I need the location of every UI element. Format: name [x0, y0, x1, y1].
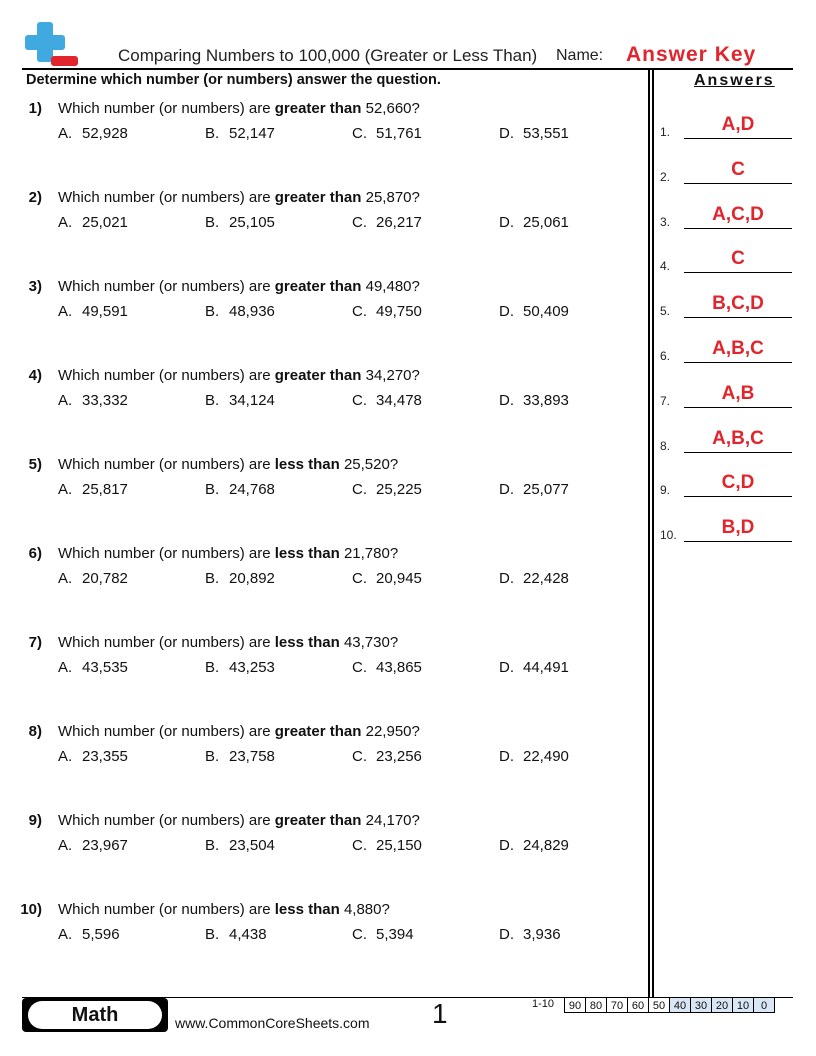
option-value: 24,768 — [229, 481, 275, 498]
answer-row — [660, 368, 792, 408]
option-letter: D. — [499, 303, 514, 320]
comparison-phrase: greater than — [274, 189, 362, 206]
question-item — [0, 100, 640, 160]
question-number: 4) — [28, 367, 42, 384]
question-text: Which number (or numbers) are greater than 24,170? — [58, 812, 420, 829]
option-value: 25,061 — [523, 214, 569, 231]
answer-value: A,B,C — [712, 427, 764, 449]
answer-value: C — [731, 158, 745, 180]
answer-number: 2. — [660, 169, 671, 184]
answer-value: A,B,C — [712, 338, 764, 359]
option-value: 22,490 — [523, 748, 569, 765]
answer-option — [352, 481, 422, 498]
worksheet-title: Comparing Numbers to 100,000 (Greater or Less Than) — [118, 46, 538, 65]
option-letter: B. — [205, 125, 220, 142]
answer-line — [684, 228, 792, 229]
option-value: 23,758 — [229, 748, 275, 765]
option-value: 34,124 — [229, 392, 275, 409]
score-cell: 70 — [606, 997, 628, 1013]
answer-value: A,C,D — [712, 203, 764, 225]
answer-options — [58, 303, 638, 325]
answer-line — [684, 541, 792, 542]
option-letter: B. — [205, 214, 220, 231]
answer-option — [499, 481, 569, 498]
answer-value: A,D — [721, 114, 755, 135]
answer-option — [205, 125, 275, 142]
option-value: 25,021 — [82, 214, 128, 231]
option-letter: D. — [499, 659, 514, 676]
answer-row — [660, 502, 792, 542]
option-letter: C. — [352, 214, 367, 231]
name-label: Name: — [556, 47, 604, 64]
answer-option — [205, 570, 275, 587]
answer-line — [684, 272, 792, 273]
answer-line — [684, 362, 792, 363]
option-letter: B. — [205, 748, 220, 765]
option-value: 25,077 — [523, 481, 569, 498]
answer-number: 6. — [660, 349, 671, 363]
score-table — [565, 997, 775, 1013]
website-link[interactable]: www.CommonCoreSheets.com — [175, 1015, 370, 1031]
answer-option — [58, 926, 120, 943]
option-letter: C. — [352, 926, 367, 943]
option-letter: B. — [205, 303, 220, 320]
option-value: 51,761 — [376, 125, 422, 142]
answer-option — [352, 926, 414, 943]
option-letter: C. — [352, 481, 367, 498]
answer-line — [684, 317, 792, 318]
answer-option — [205, 214, 275, 231]
answers-heading: Answers — [694, 72, 775, 89]
question-text: Which number (or numbers) are less than 43,730? — [58, 634, 399, 651]
score-cell: 60 — [627, 997, 649, 1013]
answer-option — [58, 125, 128, 142]
question-item — [0, 189, 640, 249]
option-value: 5,394 — [376, 926, 414, 943]
option-letter: A. — [58, 214, 73, 231]
answer-row — [660, 323, 792, 363]
score-cell: 10 — [732, 997, 754, 1013]
score-cell: 20 — [711, 997, 733, 1013]
answer-option — [352, 659, 422, 676]
option-value: 3,936 — [523, 926, 561, 943]
answer-row — [660, 457, 792, 497]
answer-options — [58, 748, 638, 770]
answer-option — [499, 392, 569, 409]
answer-line — [684, 138, 792, 139]
comparison-phrase: greater than — [274, 367, 362, 384]
score-range-label: 1-10 — [532, 998, 555, 1010]
question-text: Which number (or numbers) are greater than 22,950? — [58, 723, 420, 740]
answer-options — [58, 837, 638, 859]
answer-option — [205, 837, 275, 854]
comparison-phrase: greater than — [274, 100, 362, 117]
answer-option — [499, 748, 569, 765]
question-text: Which number (or numbers) are greater than 52,660? — [58, 100, 420, 117]
option-value: 33,332 — [82, 392, 128, 409]
option-letter: D. — [499, 392, 514, 409]
answer-option — [352, 570, 422, 587]
answer-option — [499, 570, 569, 587]
question-text: Which number (or numbers) are greater than 34,270? — [58, 367, 420, 384]
subject-label: Math — [28, 1001, 162, 1029]
answer-option — [58, 570, 128, 587]
answer-option — [205, 659, 275, 676]
option-value: 20,892 — [229, 570, 275, 587]
answer-line — [684, 496, 792, 497]
answer-option — [58, 659, 128, 676]
option-value: 4,438 — [229, 926, 267, 943]
question-number: 5) — [28, 456, 42, 473]
option-value: 52,147 — [229, 125, 275, 142]
question-text: Which number (or numbers) are greater than 49,480? — [58, 278, 420, 295]
option-letter: B. — [205, 481, 220, 498]
question-item — [0, 456, 640, 516]
option-value: 53,551 — [523, 125, 569, 142]
answer-number: 7. — [660, 393, 671, 408]
answer-option — [499, 659, 569, 676]
option-letter: C. — [352, 837, 367, 854]
answer-value: C,D — [721, 472, 755, 494]
question-number: 1) — [28, 100, 42, 117]
option-letter: B. — [205, 570, 220, 587]
option-value: 25,817 — [82, 481, 128, 498]
option-letter: C. — [352, 392, 367, 409]
option-value: 43,865 — [376, 659, 422, 676]
option-letter: A. — [58, 570, 73, 587]
answer-option — [205, 926, 267, 943]
answer-value: B,D — [721, 517, 755, 539]
option-letter: C. — [352, 570, 367, 587]
option-letter: C. — [352, 303, 367, 320]
question-text: Which number (or numbers) are less than 21,780? — [58, 545, 399, 562]
comparison-phrase: less than — [274, 545, 340, 562]
answer-row — [660, 144, 792, 184]
answer-value: C — [731, 248, 745, 270]
question-number: 9) — [28, 812, 42, 829]
answer-option — [58, 214, 128, 231]
question-item — [0, 723, 640, 783]
answers-column-divider-inner — [652, 70, 654, 998]
answer-options — [58, 926, 638, 948]
instructions: Determine which number (or numbers) answer the question. — [26, 72, 441, 88]
option-value: 33,893 — [523, 392, 569, 409]
option-value: 25,150 — [376, 837, 422, 854]
answer-options — [58, 392, 638, 414]
answer-number: 8. — [660, 438, 671, 453]
comparison-phrase: less than — [274, 456, 340, 473]
option-value: 23,504 — [229, 837, 275, 854]
option-value: 25,225 — [376, 481, 422, 498]
answer-options — [58, 659, 638, 681]
answer-line — [684, 452, 792, 453]
question-text: Which number (or numbers) are less than 4,880? — [58, 901, 390, 918]
option-letter: A. — [58, 659, 73, 676]
option-value: 43,535 — [82, 659, 128, 676]
option-letter: D. — [499, 570, 514, 587]
answer-option — [499, 303, 569, 320]
option-letter: A. — [58, 481, 73, 498]
answer-option — [499, 125, 569, 142]
score-cell: 50 — [648, 997, 670, 1013]
answer-options — [58, 481, 638, 503]
option-value: 34,478 — [376, 392, 422, 409]
answer-options — [58, 570, 638, 592]
answer-option — [352, 214, 422, 231]
answer-option — [499, 214, 569, 231]
option-value: 25,105 — [229, 214, 275, 231]
answer-row — [660, 233, 792, 273]
option-letter: C. — [352, 748, 367, 765]
option-letter: D. — [499, 926, 514, 943]
answer-row — [660, 278, 792, 318]
score-cell: 30 — [690, 997, 712, 1013]
answer-option — [58, 303, 128, 320]
answer-option — [58, 748, 128, 765]
answer-option — [58, 481, 128, 498]
option-letter: A. — [58, 392, 73, 409]
option-value: 43,253 — [229, 659, 275, 676]
question-item — [0, 545, 640, 605]
subject-badge — [22, 998, 168, 1032]
score-cell: 90 — [564, 997, 586, 1013]
question-text: Which number (or numbers) are less than 25,520? — [58, 456, 399, 473]
answer-option — [499, 837, 569, 854]
answer-key-label: Answer Key — [626, 43, 757, 66]
answer-line — [684, 183, 792, 184]
question-number: 8) — [28, 723, 42, 740]
question-item — [0, 901, 640, 961]
option-value: 20,945 — [376, 570, 422, 587]
question-number: 2) — [28, 189, 42, 206]
answer-number: 1. — [660, 125, 671, 139]
score-cell: 0 — [753, 997, 775, 1013]
answer-value: A,B — [721, 382, 755, 404]
answer-option — [58, 837, 128, 854]
option-value: 23,967 — [82, 837, 128, 854]
option-value: 52,928 — [82, 125, 128, 142]
answer-option — [499, 926, 561, 943]
answer-option — [352, 748, 422, 765]
answer-options — [58, 125, 638, 147]
option-letter: A. — [58, 125, 73, 142]
comparison-phrase: greater than — [274, 723, 362, 740]
option-value: 24,829 — [523, 837, 569, 854]
header-divider — [22, 68, 793, 70]
option-letter: B. — [205, 659, 220, 676]
answers-column-divider — [648, 70, 650, 998]
answer-option — [205, 481, 275, 498]
option-letter: A. — [58, 926, 73, 943]
option-letter: A. — [58, 837, 73, 854]
logo-plus-minus-icon — [22, 22, 78, 68]
answer-line — [684, 407, 792, 408]
answer-number: 9. — [660, 483, 671, 498]
score-cell: 80 — [585, 997, 607, 1013]
comparison-phrase: less than — [274, 634, 340, 651]
option-value: 20,782 — [82, 570, 128, 587]
answer-row — [660, 189, 792, 229]
answer-option — [205, 303, 275, 320]
option-value: 23,256 — [376, 748, 422, 765]
option-value: 48,936 — [229, 303, 275, 320]
option-letter: B. — [205, 837, 220, 854]
answer-row — [660, 99, 792, 139]
option-letter: D. — [499, 125, 514, 142]
option-letter: C. — [352, 659, 367, 676]
option-letter: A. — [58, 303, 73, 320]
comparison-phrase: less than — [274, 901, 340, 918]
comparison-phrase: greater than — [274, 278, 362, 295]
question-number: 3) — [28, 278, 42, 295]
question-number: 7) — [28, 634, 42, 651]
answer-number: 4. — [660, 259, 671, 274]
page-number: 1 — [432, 998, 448, 1029]
question-item — [0, 367, 640, 427]
option-value: 44,491 — [523, 659, 569, 676]
answer-number: 3. — [660, 214, 671, 229]
comparison-phrase: greater than — [274, 812, 362, 829]
question-text: Which number (or numbers) are greater than 25,870? — [58, 189, 420, 206]
question-item — [0, 278, 640, 338]
answer-number: 10. — [660, 528, 677, 543]
answer-option — [205, 748, 275, 765]
option-value: 50,409 — [523, 303, 569, 320]
option-letter: D. — [499, 214, 514, 231]
answer-option — [352, 392, 422, 409]
option-value: 22,428 — [523, 570, 569, 587]
option-letter: A. — [58, 748, 73, 765]
answer-options — [58, 214, 638, 236]
answer-number: 5. — [660, 304, 671, 319]
answer-row — [660, 413, 792, 453]
score-cell: 40 — [669, 997, 691, 1013]
option-value: 23,355 — [82, 748, 128, 765]
answer-option — [352, 303, 422, 320]
option-value: 49,750 — [376, 303, 422, 320]
question-item — [0, 634, 640, 694]
option-letter: D. — [499, 837, 514, 854]
option-letter: D. — [499, 481, 514, 498]
answer-option — [205, 392, 275, 409]
option-letter: D. — [499, 748, 514, 765]
answer-option — [352, 837, 422, 854]
question-item — [0, 812, 640, 872]
question-number: 10) — [20, 901, 42, 918]
option-letter: B. — [205, 392, 220, 409]
option-value: 5,596 — [82, 926, 120, 943]
option-value: 26,217 — [376, 214, 422, 231]
answer-option — [58, 392, 128, 409]
option-value: 49,591 — [82, 303, 128, 320]
option-letter: C. — [352, 125, 367, 142]
answer-value: B,C,D — [712, 293, 764, 315]
question-number: 6) — [28, 545, 42, 562]
answer-option — [352, 125, 422, 142]
option-letter: B. — [205, 926, 220, 943]
